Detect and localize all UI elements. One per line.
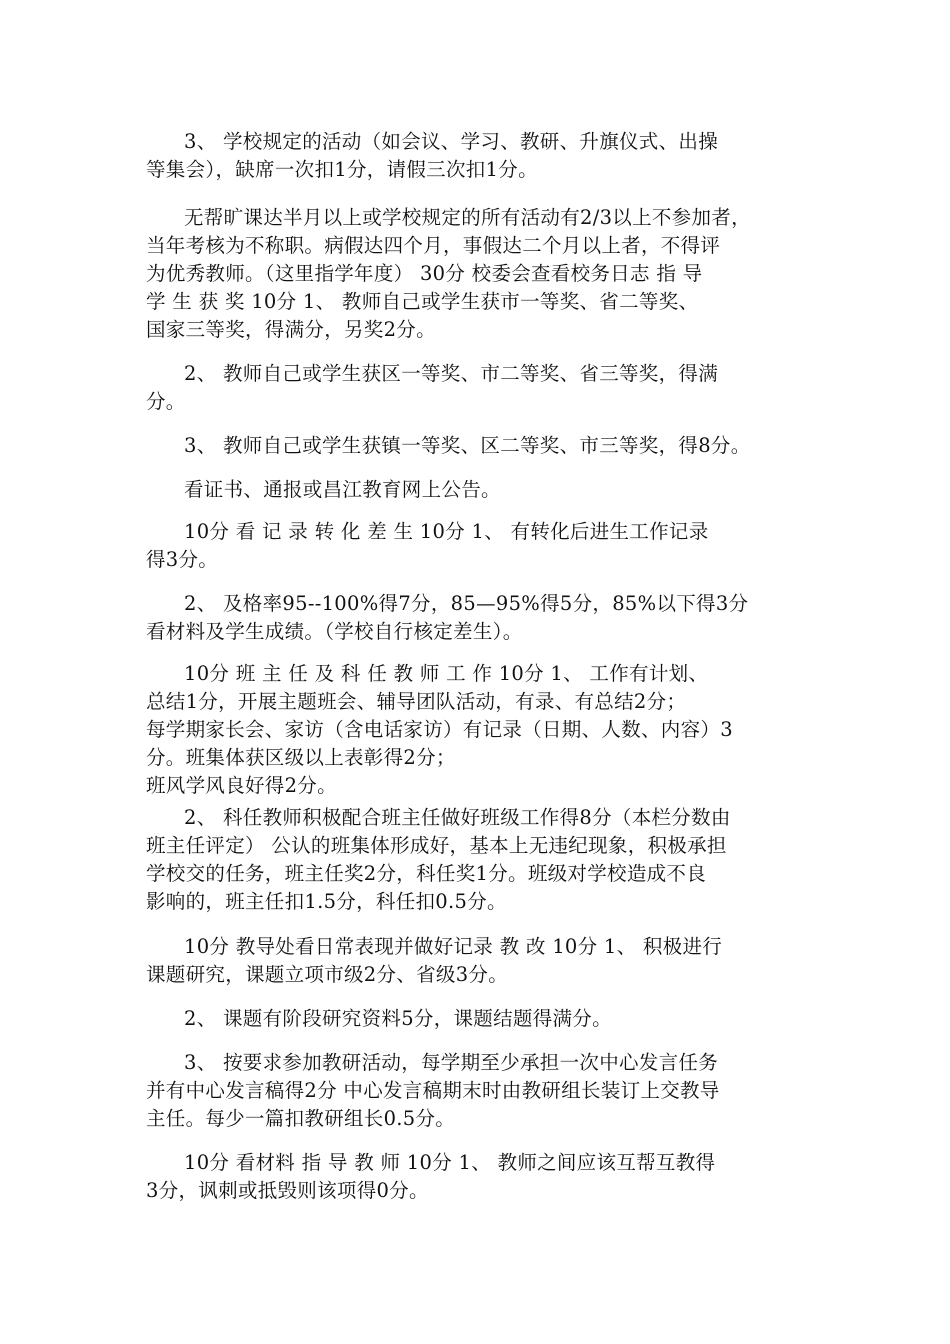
text-line: 3、 按要求参加教研活动，每学期至少承担一次中心发言任务 [184,1051,719,1074]
text-line: 每学期家长会、家访（含电话家访）有记录（日期、人数、内容）3 [146,718,733,741]
text-line: 总结1分，开展主题班会、辅导团队活动，有录、有总结2分； [146,690,687,713]
text-line: 等集会），缺席一次扣1分，请假三次扣1分。 [146,158,538,181]
text-line: 看证书、通报或昌江教育网上公告。 [184,478,501,501]
text-line: 2、 教师自己或学生获区一等奖、市二等奖、省三等奖，得满 [184,362,719,385]
text-line: 学 生 获 奖 10分 1、 教师自己或学生获市一等奖、省二等奖、 [146,290,699,313]
text-line: 影响的，班主任扣1.5分，科任扣0.5分。 [146,890,507,913]
text-line: 10分 看 记 录 转 化 差 生 10分 1、 有转化后进生工作记录 [184,520,709,543]
text-line: 并有中心发言稿得2分 中心发言稿期末时由教研组长装订上交教导 [146,1079,720,1102]
text-line: 2、 课题有阶段研究资料5分，课题结题得满分。 [184,1007,612,1030]
text-line: 3、 教师自己或学生获镇一等奖、区二等奖、市三等奖，得8分。 [184,434,751,457]
text-line: 得3分。 [146,548,219,571]
text-line: 10分 教导处看日常表现并做好记录 教 改 10分 1、 积极进行 [184,935,723,958]
text-line: 2、 科任教师积极配合班主任做好班级工作得8分（本栏分数由 [184,806,731,829]
text-line: 无帮旷课达半月以上或学校规定的所有活动有2/3以上不参加者， [184,206,751,229]
text-line: 主任。每少一篇扣教研组长0.5分。 [146,1107,456,1130]
text-line: 3分，讽刺或抵毁则该项得0分。 [146,1179,429,1202]
text-line: 学校交的任务，班主任奖2分，科任奖1分。班级对学校造成不良 [146,862,707,885]
text-line: 国家三等奖，得满分，另奖2分。 [146,318,436,341]
text-line: 分。班集体获区级以上表彰得2分； [146,746,456,769]
text-line: 当年考核为不称职。病假达四个月，事假达二个月以上者，不得评 [146,234,721,257]
text-line: 2、 及格率95--100%得7分，85—95%得5分，85%以下得3分 [184,592,749,615]
text-line: 班风学风良好得2分。 [146,774,337,797]
text-line: 3、 学校规定的活动（如会议、学习、教研、升旗仪式、出操 [184,130,719,153]
text-line: 看材料及学生成绩。（学校自行核定差生）。 [146,620,523,643]
text-line: 10分 班 主 任 及 科 任 教 师 工 作 10分 1、 工作有计划、 [184,662,709,685]
text-line: 为优秀教师。（这里指学年度） 30分 校委会查看校务日志 指 导 [146,262,703,285]
text-line: 分。 [146,390,186,413]
text-line: 班主任评定） 公认的班集体形成好，基本上无违纪现象，积极承担 [146,834,727,857]
text-line: 课题研究，课题立项市级2分、省级3分。 [146,963,509,986]
text-line: 10分 看材料 指 导 教 师 10分 1、 教师之间应该互帮互教得 [184,1151,716,1174]
